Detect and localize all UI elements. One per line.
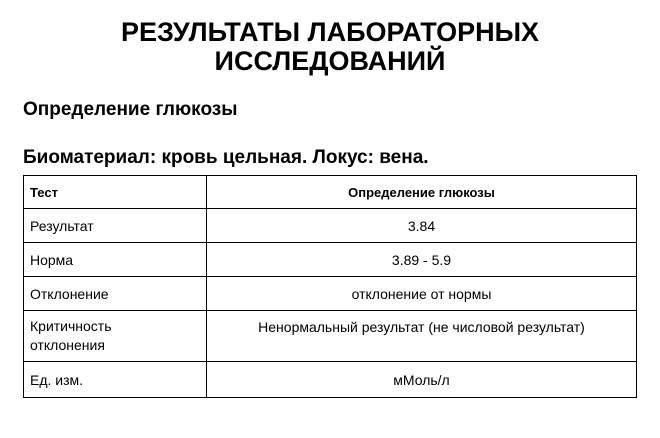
table-row-criticality bbox=[24, 311, 637, 362]
criticality-label bbox=[24, 311, 207, 362]
header-label-cell: Тест bbox=[24, 176, 207, 209]
norm-label: Норма bbox=[24, 243, 207, 277]
header-value-cell: Определение глюкозы bbox=[207, 176, 637, 209]
results-table bbox=[23, 175, 637, 398]
table-row-units bbox=[24, 362, 637, 398]
page-title-line-2: ИССЛЕДОВАНИЙ bbox=[214, 46, 446, 76]
norm-value: 3.89 - 5.9 bbox=[207, 243, 637, 277]
table-row-deviation bbox=[24, 277, 637, 311]
test-name-heading: Определение глюкозы bbox=[23, 99, 238, 120]
units-value: мМоль/л bbox=[207, 362, 637, 398]
units-label: Ед. изм. bbox=[24, 362, 207, 398]
criticality-value: Ненормальный результат (не числовой результат) bbox=[207, 311, 637, 362]
page-title bbox=[0, 18, 660, 76]
table-row-norm bbox=[24, 243, 637, 277]
result-value: 3.84 bbox=[207, 209, 637, 243]
biomaterial-heading: Биоматериал: кровь цельная. Локус: вена. bbox=[23, 147, 429, 168]
deviation-label: Отклонение bbox=[24, 277, 207, 311]
result-label: Результат bbox=[24, 209, 207, 243]
criticality-label-line-1: Критичность bbox=[30, 318, 112, 334]
criticality-label-line-2: отклонения bbox=[30, 337, 105, 353]
page-title-line-1: РЕЗУЛЬТАТЫ ЛАБОРАТОРНЫХ bbox=[120, 17, 540, 47]
table-header-row bbox=[24, 176, 637, 209]
table-row-result bbox=[24, 209, 637, 243]
deviation-value: отклонение от нормы bbox=[207, 277, 637, 311]
